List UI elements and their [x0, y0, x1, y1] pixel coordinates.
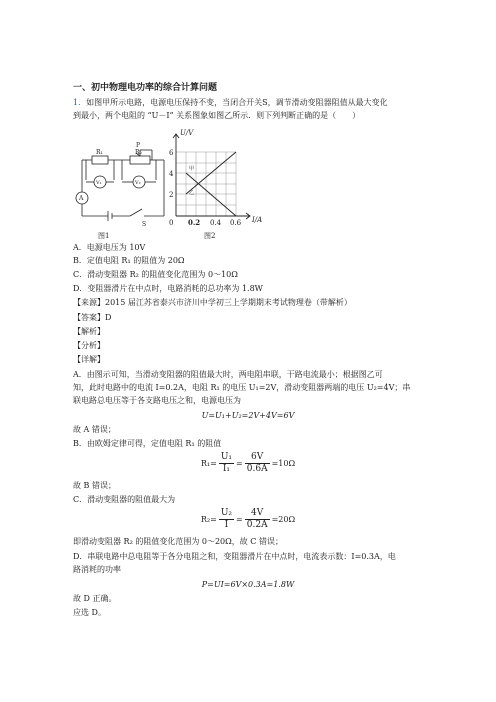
x-tick-0.2: 0.2	[188, 218, 201, 227]
question-line-2: 到最小，两个电阻的 “U－I” 关系图象如图乙所示．则下列判断正确的是（ ）	[73, 111, 361, 120]
y-tick-4: 4	[169, 170, 174, 178]
ui-graph	[169, 129, 262, 240]
d-right: 故 D 正确。	[73, 594, 117, 603]
a-explain-2: 知，此时电路中的电流 I=0.2A，电阻 R₁ 的电压 U₁=2V，滑动变阻器两端的电压 U₂=4V；串	[73, 383, 411, 392]
circuit-diagram	[76, 150, 164, 221]
c-eq-rhs: =20Ω	[271, 515, 296, 524]
c-result: 即滑动变阻器 R₂ 的阻值变化范围为 0～20Ω，故 C 错误；	[73, 537, 283, 546]
answer-line: 【答案】D	[73, 313, 112, 322]
d-equation: P=UI=6V×0.3A=1.8W	[201, 580, 295, 589]
line-label-jia: 甲	[189, 166, 195, 172]
xiangjie-heading: 【详解】	[73, 355, 105, 364]
jiexi-heading: 【解析】	[73, 327, 105, 336]
x-tick-0.6: 0.6	[230, 219, 242, 227]
a-equation: U=U₁+U₂=2V+4V=6V	[201, 411, 295, 420]
label-v1: V₁	[96, 180, 102, 186]
option-a: A．电源电压为 10V	[73, 243, 146, 252]
label-v2: V₂	[135, 180, 141, 186]
x-tick-0.4: 0.4	[210, 219, 222, 227]
conclusion: 应选 D。	[73, 608, 106, 617]
source-line: 【来源】2015 届江苏省泰兴市济川中学初三上学期期末考试物理卷（带解析）	[73, 298, 352, 307]
question-line-1	[73, 97, 388, 109]
b-eq-frac2: $\frac{6V}{0.6A}$	[246, 452, 268, 474]
a-explain-3: 联电路总电压等于各支路电压之和，电源电压为	[73, 396, 241, 405]
y-tick-0: 0	[169, 219, 174, 227]
question-number: 1．	[73, 98, 87, 107]
a-explain-1: A．由图示可知，当滑动变阻器的阻值最大时，两电阻串联，干路电流最小；根据图乙可	[73, 370, 383, 379]
option-c: C．滑动变阻器 R₂ 的阻值变化范围为 0～10Ω	[73, 270, 238, 279]
b-wrong: 故 B 错误；	[73, 481, 116, 490]
graph-xlabel: I/A	[252, 216, 263, 224]
section-title: 一、初中物理电功率的综合计算问题	[73, 83, 218, 93]
caption-fig2: 图2	[204, 232, 216, 240]
option-b: B．定值电阻 R₁ 的阻值为 20Ω	[73, 256, 185, 265]
label-r2: R₂	[135, 149, 142, 156]
y-tick-2: 2	[169, 191, 174, 199]
c-eq-lhs: R₂=	[200, 515, 217, 524]
b-eq-frac1: $\frac{\text{U₁}}{\text{I₁}}$	[220, 452, 233, 474]
b-intro: B．由欧姆定律可得，定值电阻 R₁ 的阻值	[73, 439, 222, 448]
label-p: P	[136, 142, 141, 149]
question-text-1: 如图甲所示电路，电源电压保持不变，当闭合开关S，调节滑动变阻器阻值从最大变化	[86, 98, 388, 107]
b-eq-rhs: =10Ω	[271, 459, 296, 468]
label-r1: R₁	[96, 149, 103, 156]
circuit-labels	[78, 142, 146, 240]
label-a: A	[79, 195, 84, 202]
graph-ylabel: U/V	[180, 129, 194, 137]
c-eq-frac1: $\frac{\text{U₂}}{I}$	[220, 508, 233, 530]
caption-fig1: 图1	[98, 232, 110, 240]
label-s: S	[142, 221, 147, 228]
c-intro: C．滑动变阻器的阻值最大为	[73, 495, 176, 504]
c-eq-frac2: $\frac{4V}{0.2A}$	[246, 508, 268, 530]
fenxi-heading: 【分析】	[73, 341, 105, 350]
d-explain-2: 路消耗的功率	[73, 565, 121, 574]
line-label-yi: 乙	[189, 190, 195, 196]
b-equation: R₁= $\frac{\text{U₁}}{\text{I₁}}$ = $\frac{6V}{0.6A}$ =10Ω	[200, 452, 296, 474]
option-d: D．变阻器滑片在中点时，电路消耗的总功率为 1.8W	[73, 284, 263, 293]
a-wrong: 故 A 错误；	[73, 425, 116, 434]
b-eq-lhs: R₁=	[200, 459, 217, 468]
question-figure	[72, 124, 282, 242]
c-equation: R₂= $\frac{\text{U₂}}{I}$ = $\frac{4V}{0.2A}$ =20Ω	[200, 508, 296, 530]
d-explain-1: D．串联电路中总电阻等于各分电阻之和，变阻器滑片在中点时，电流表示数：I=0.3A，电	[73, 552, 396, 561]
y-tick-6: 6	[169, 149, 174, 157]
